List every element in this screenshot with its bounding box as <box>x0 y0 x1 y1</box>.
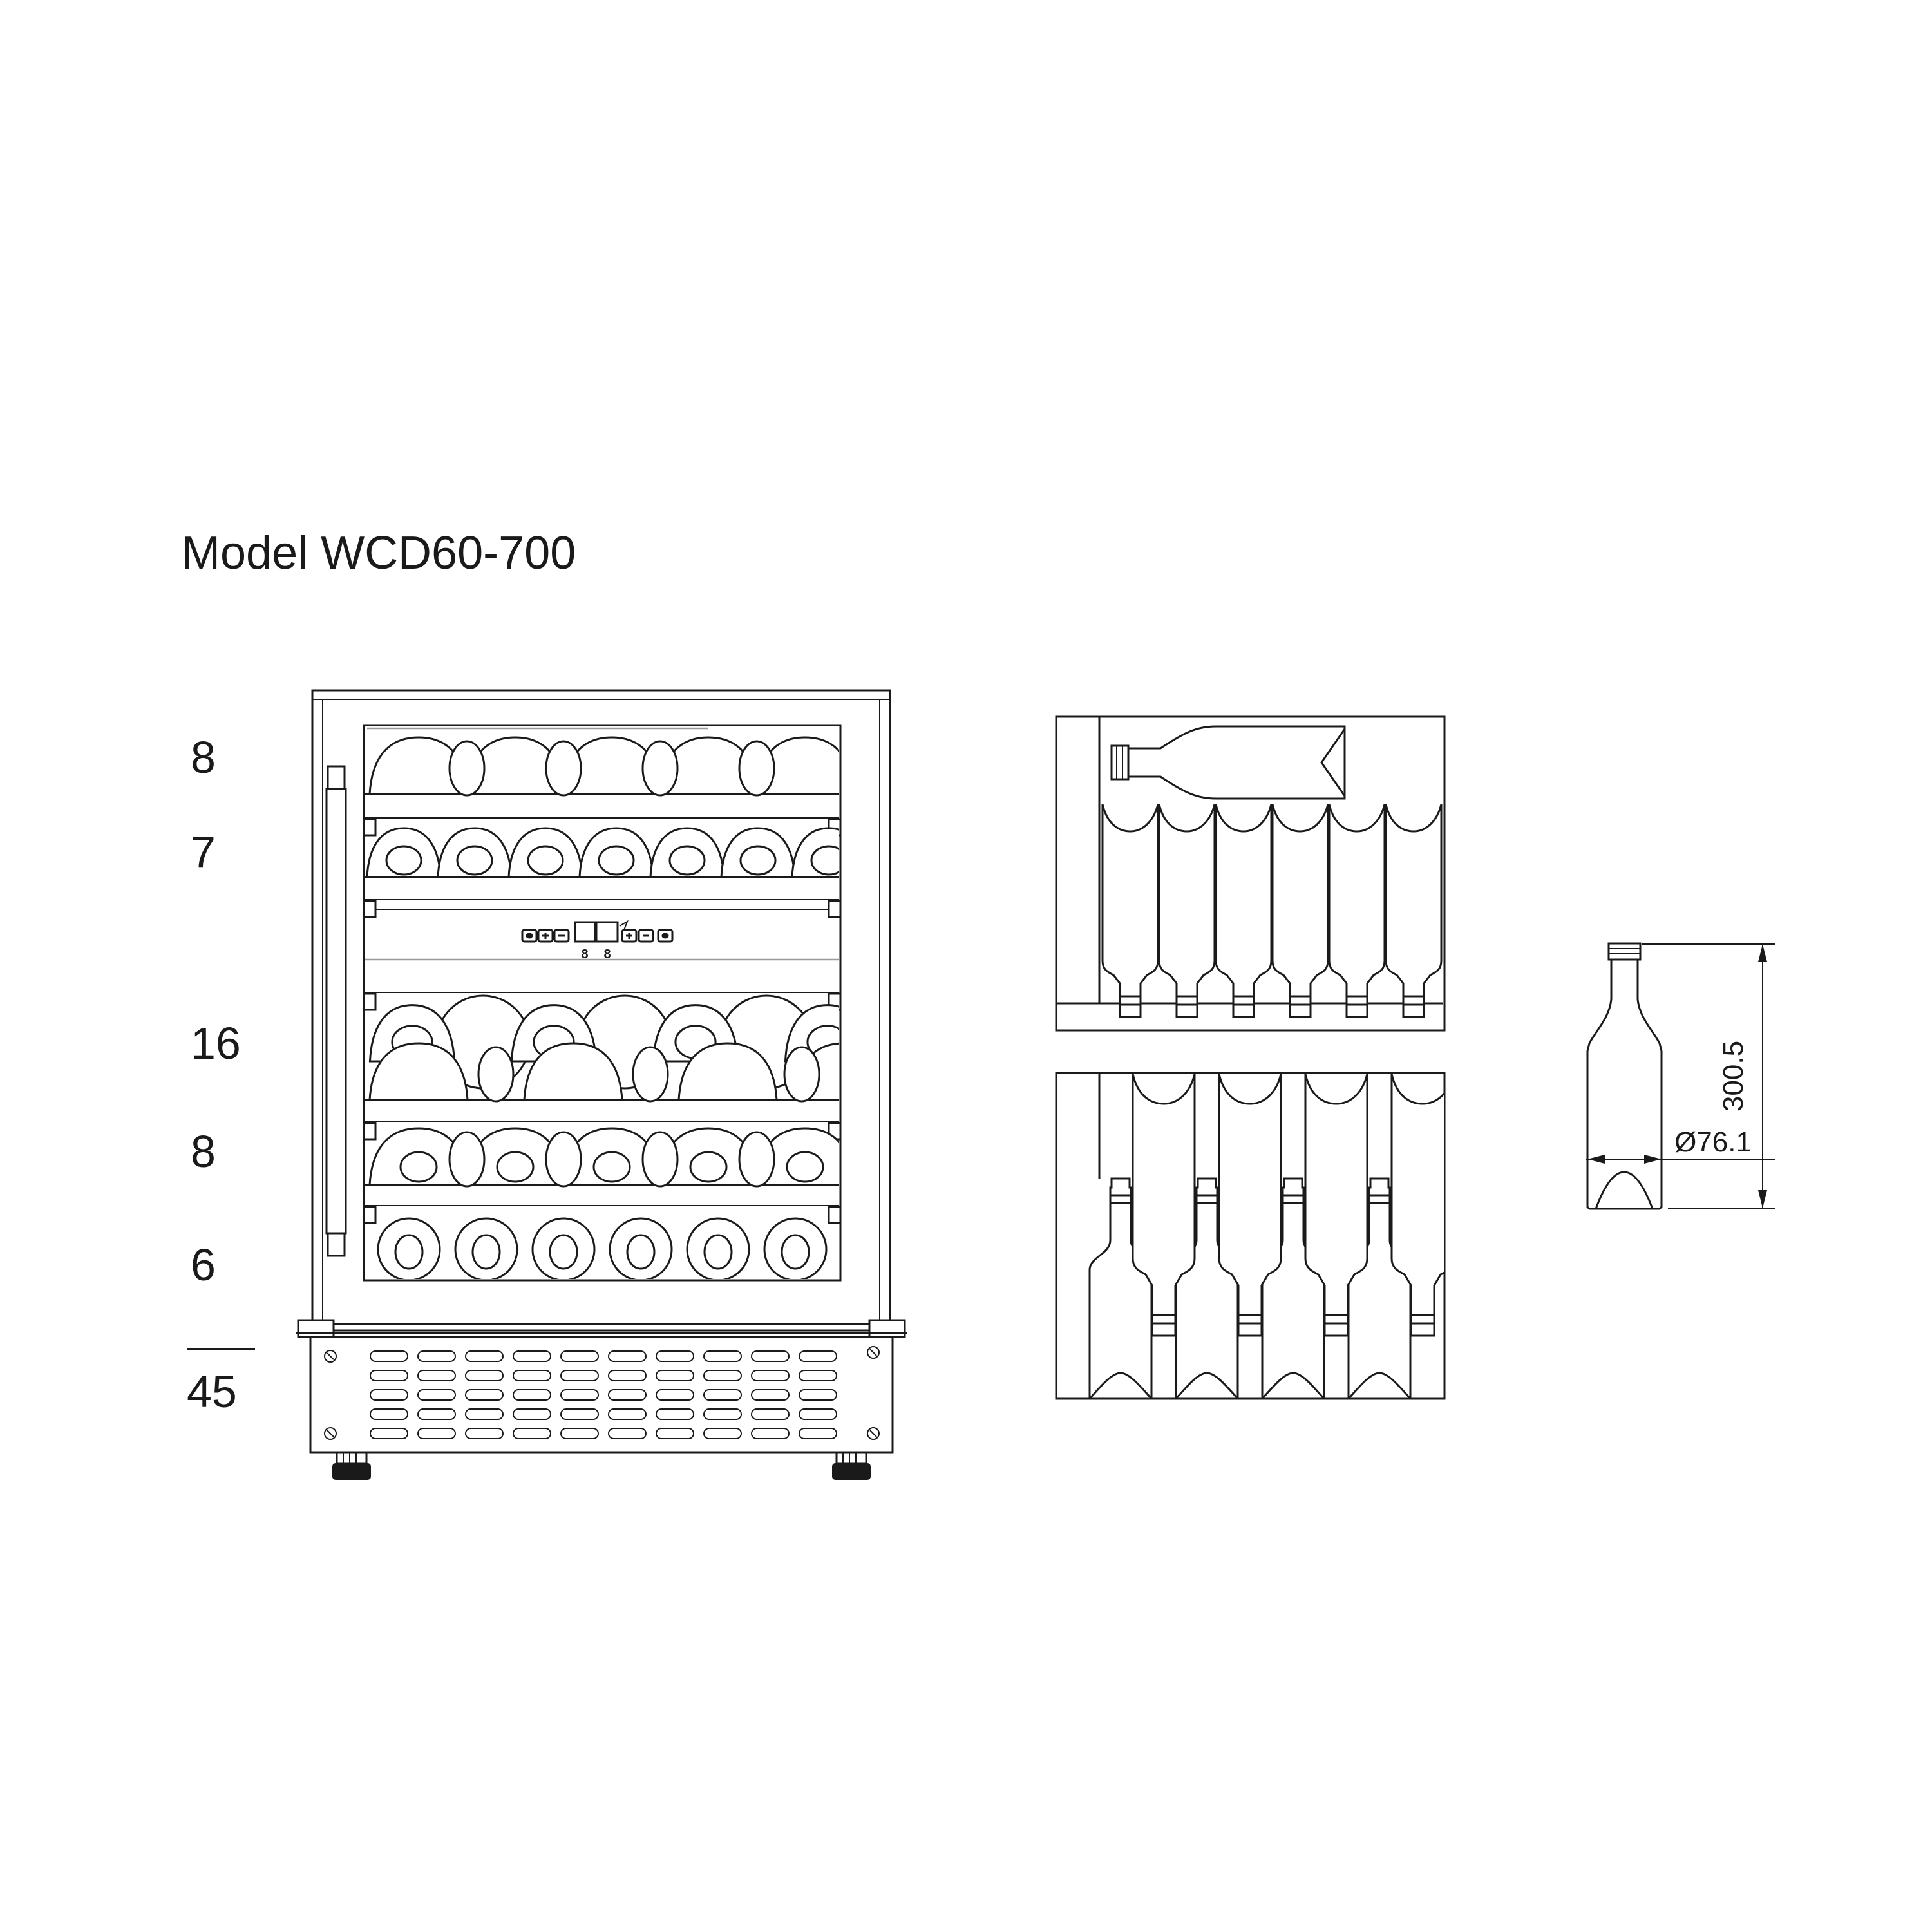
bottle <box>687 1218 749 1280</box>
bottle-neck <box>739 741 774 795</box>
bottle-top-view <box>1159 804 1215 1017</box>
arrow-up-icon <box>1758 944 1767 962</box>
bottle-neck <box>784 1047 819 1101</box>
bottle-punt <box>1596 1172 1653 1209</box>
bottle <box>533 1218 594 1280</box>
arrow-down-icon <box>1758 1190 1767 1208</box>
count-shelf-5: 6 <box>191 1240 216 1290</box>
bottle <box>438 828 511 877</box>
bottle <box>455 1218 517 1280</box>
bottle-rows <box>367 737 893 1280</box>
bottle-row-2 <box>367 828 866 877</box>
arrow-right-icon <box>1644 1155 1662 1164</box>
count-shelf-3: 16 <box>191 1018 241 1068</box>
bottle <box>580 828 653 877</box>
bottle-lying-horizontal <box>1112 726 1345 799</box>
plus-icon <box>542 933 549 939</box>
count-shelf-4: 8 <box>191 1126 216 1177</box>
display-pointer-icon <box>620 922 627 930</box>
bottle-neck <box>739 1132 774 1186</box>
display-digit-right: 8 <box>603 947 611 961</box>
top-view-shelf-b <box>1056 1073 1454 1399</box>
bottle-top-view <box>1103 804 1158 1017</box>
bottle-top-view <box>1273 804 1328 1017</box>
bottle-side-view <box>1586 943 1775 1209</box>
bottle <box>764 1218 826 1280</box>
plus-icon <box>626 933 632 939</box>
bottle-neck <box>546 741 581 795</box>
top-view-shelf-a <box>1056 717 1444 1030</box>
vent-grille <box>370 1351 837 1439</box>
bottle-neck <box>478 1047 513 1101</box>
bottle-row-1 <box>370 737 854 795</box>
vent-plinth <box>296 1333 907 1480</box>
temp-display-left <box>575 922 595 942</box>
bottle-outline <box>1587 943 1662 1209</box>
bottle-row-4 <box>370 1128 854 1186</box>
bottle-neck <box>450 741 484 795</box>
diameter-label: Ø76.1 <box>1674 1126 1752 1158</box>
bottle-row-5 <box>378 1218 826 1280</box>
height-label: 300.5 <box>1718 1040 1749 1112</box>
bottle <box>650 828 724 877</box>
bottle <box>610 1218 672 1280</box>
bottle-top-view <box>1216 804 1271 1017</box>
bottle-neck <box>643 1132 677 1186</box>
bottle <box>378 1218 440 1280</box>
control-panel <box>522 922 672 961</box>
count-shelf-1: 8 <box>191 732 216 782</box>
bottle-row-3 <box>370 996 893 1101</box>
power-icon <box>526 933 533 939</box>
count-total: 45 <box>187 1367 237 1417</box>
hinge-left <box>298 1320 334 1337</box>
display-digit-left: 8 <box>581 947 589 961</box>
temp-display-right <box>596 922 618 942</box>
bottle-neck <box>546 1132 581 1186</box>
bottle <box>792 828 866 877</box>
bottle-neck <box>450 1132 484 1186</box>
page-title: Model WCD60-700 <box>182 527 576 579</box>
bottle <box>367 828 440 877</box>
hinge-right <box>869 1320 905 1337</box>
light-icon <box>662 933 669 939</box>
door-handle <box>327 766 346 1256</box>
bottle <box>721 828 795 877</box>
arrow-left-icon <box>1587 1155 1605 1164</box>
bottle-neck <box>643 741 677 795</box>
bottle <box>509 828 582 877</box>
count-shelf-2: 7 <box>191 827 216 877</box>
bottle-top-view <box>1386 804 1441 1017</box>
leveling-foot-left <box>332 1452 371 1480</box>
wine-cooler-front-view <box>296 690 907 1480</box>
bottle-neck <box>633 1047 668 1101</box>
leveling-foot-right <box>832 1452 871 1480</box>
plinth-panel <box>310 1337 893 1452</box>
diameter-dimension <box>1586 1126 1775 1164</box>
bottle-top-view <box>1329 804 1385 1017</box>
